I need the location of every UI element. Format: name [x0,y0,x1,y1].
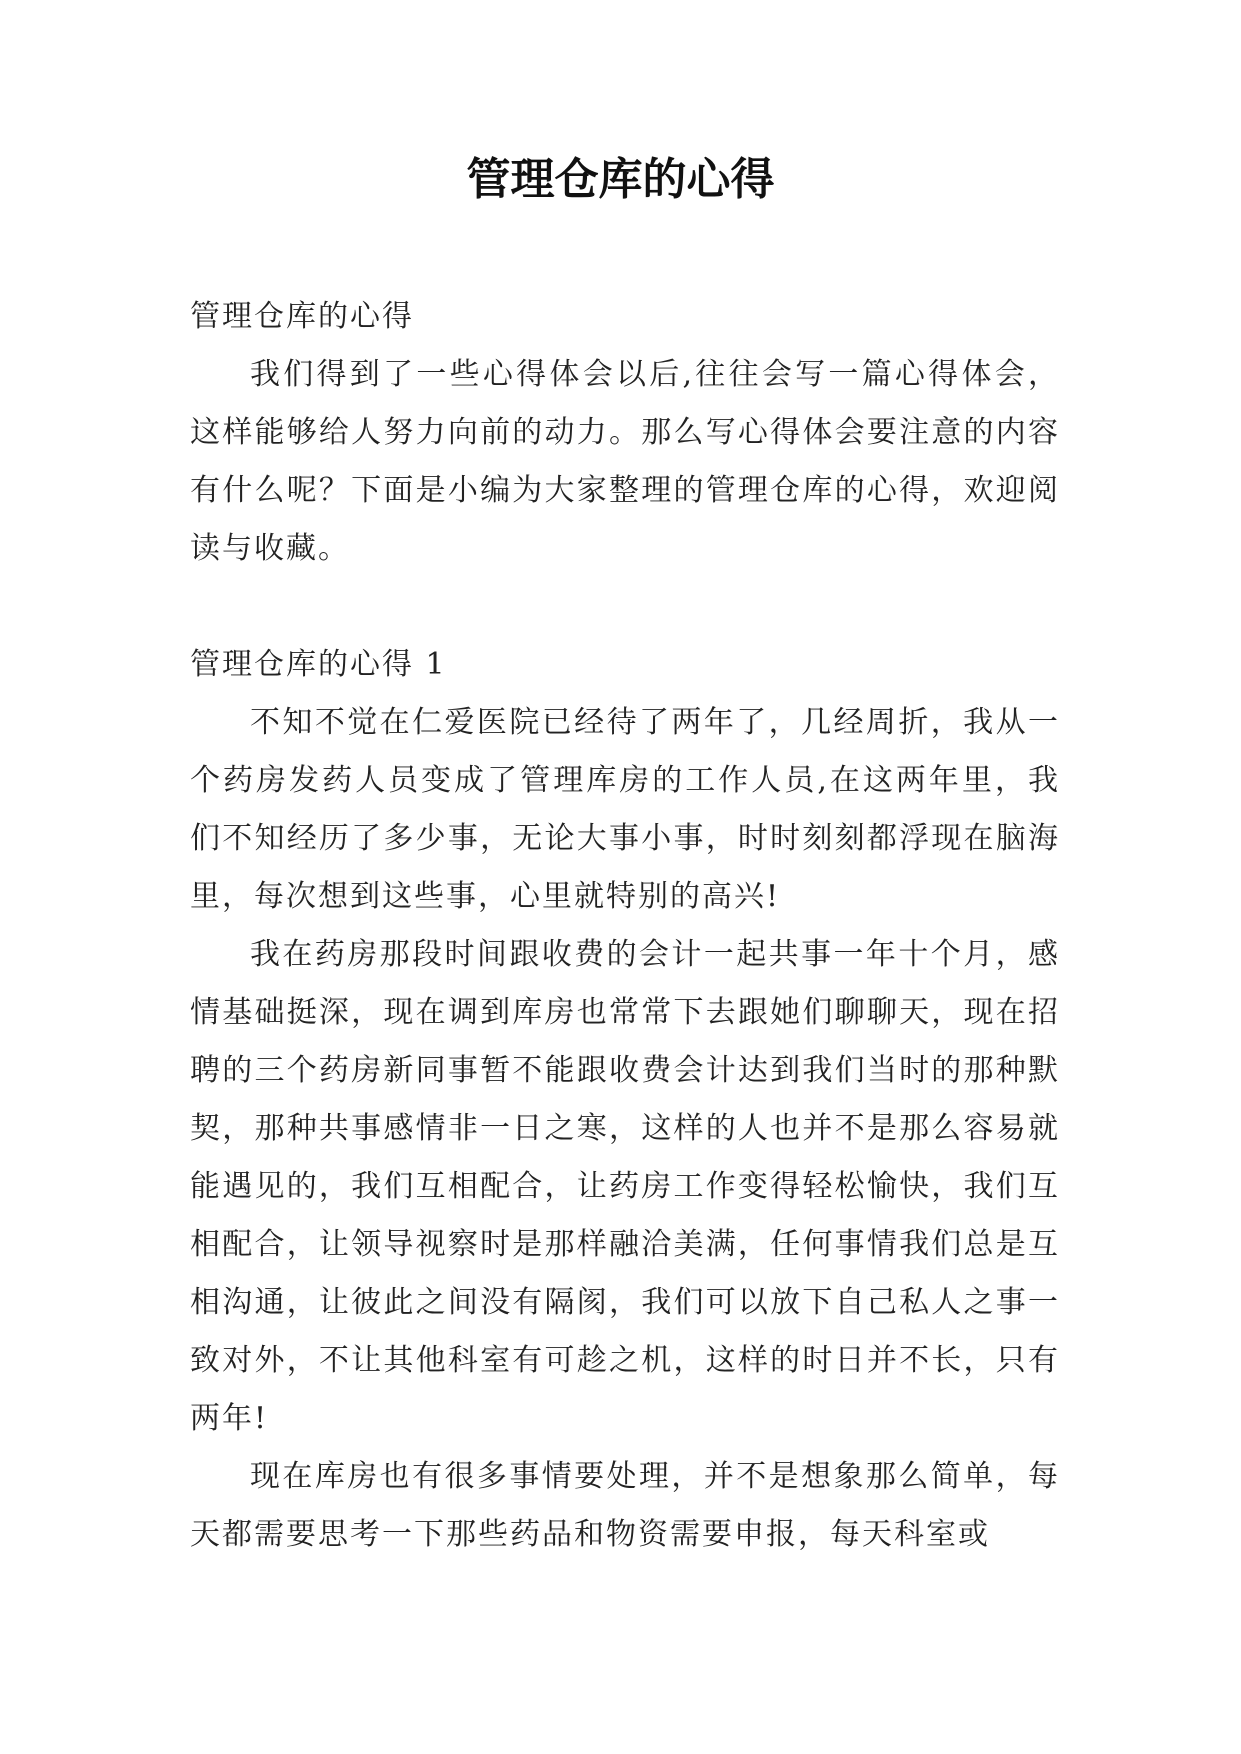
document-body [190,288,1060,1564]
section-spacer [190,578,1060,636]
section1-paragraph-1: 不知不觉在仁爱医院已经待了两年了，几经周折，我从一个药房发药人员变成了管理库房的工作人员,在这两年里，我们不知经历了多少事，无论大事小事，时时刻刻都浮现在脑海里，每次想到这些事，心里就特别的高兴! [190,705,1060,914]
intro-paragraph: 我们得到了一些心得体会以后,往往会写一篇心得体会，这样能够给人努力向前的动力。那么写心得体会要注意的内容有什么呢？下面是小编为大家整理的管理仓库的心得，欢迎阅读与收藏。 [190,357,1060,566]
intro-heading: 管理仓库的心得 [190,299,414,334]
section1-heading: 管理仓库的心得 1 [190,647,447,682]
section1-paragraph-2: 我在药房那段时间跟收费的会计一起共事一年十个月，感情基础挺深，现在调到库房也常常下去跟她们聊聊天，现在招聘的三个药房新同事暂不能跟收费会计达到我们当时的那种默契，那种共事感情非一日之寒，这样的人也并不是那么容易就能遇见的，我们互相配合，让药房工作变得轻松愉快，我们互相配合，让领导视察时是那样融洽美满，任何事情我们总是互相沟通，让彼此之间没有隔阂，我们可以放下自己私人之事一致对外，不让其他科室有可趁之机，这样的时日并不长，只有两年! [190,937,1060,1436]
document-title: 管理仓库的心得 [466,154,775,205]
section1-paragraph-3: 现在库房也有很多事情要处理，并不是想象那么简单，每天都需要思考一下那些药品和物资需要申报，每天科室或 [190,1459,1060,1552]
